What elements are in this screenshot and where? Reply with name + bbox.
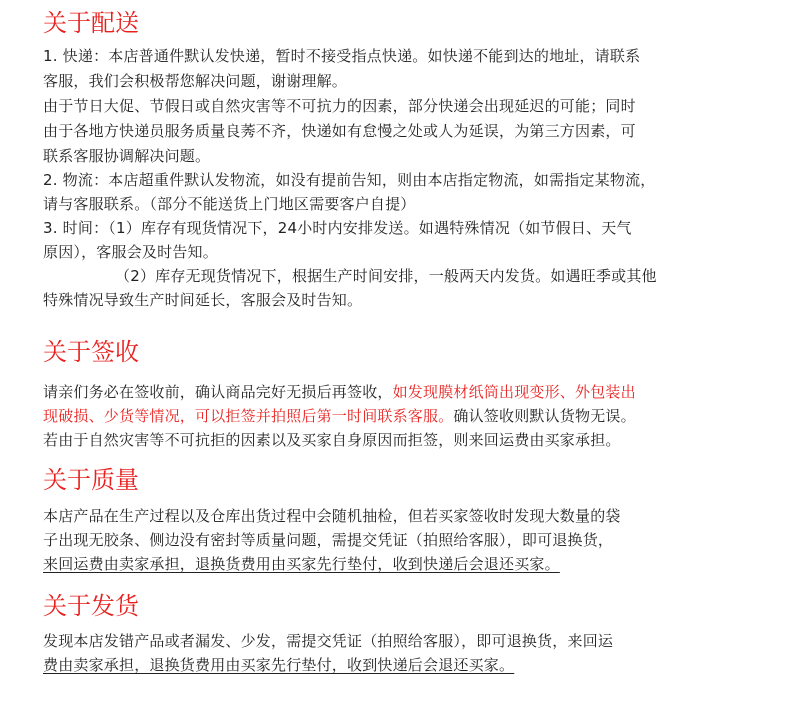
signing-line xyxy=(43,405,636,427)
signing-text: 请亲们务必在签收前，确认商品完好无损后再签收， xyxy=(43,383,393,401)
delivery-line: 客服，我们会积极帮您解决问题，谢谢理解。 xyxy=(43,72,348,90)
delivery-line: 由于节日大促、节假日或自然灾害等不可抗力的因素，部分快递会出现延迟的可能；同时 xyxy=(43,97,636,115)
delivery-line: 特殊情况导致生产时间延长，客服会及时告知。 xyxy=(43,291,363,309)
delivery-line: 原因），客服会及时告知。 xyxy=(43,243,218,261)
quality-line: 子出现无胶条、侧边没有密封等质量问题，需提交凭证（拍照给客服），即可退换货， xyxy=(43,531,614,549)
quality-heading: 关于质量 xyxy=(43,466,139,494)
delivery-line: 由于各地方快递员服务质量良莠不齐，快递如有怠慢之处或人为延误，为第三方因素，可 xyxy=(43,122,636,140)
delivery-heading: 关于配送 xyxy=(43,9,139,37)
delivery-line: 请与客服联系。（部分不能送货上门地区需要客户自提） xyxy=(43,195,416,213)
signing-warning-text: 如发现膜材纸筒出现变形、外包装出 xyxy=(392,383,636,401)
delivery-line: 1. 快递：本店普通件默认发快递，暂时不接受指点快递。如快递不能到达的地址，请联系 xyxy=(43,47,641,65)
delivery-line: 联系客服协调解决问题。 xyxy=(43,147,211,165)
delivery-line: 3. 时间：（1）库存有现货情况下，24小时内安排发送。如遇特殊情况（如节假日、天气 xyxy=(43,219,632,237)
shipping-line: 发现本店发错产品或者漏发、少发，需提交凭证（拍照给客服），即可退换货，来回运 xyxy=(43,632,614,650)
delivery-line: （2）库存无现货情况下，根据生产时间安排，一般两天内发货。如遇旺季或其他 xyxy=(115,267,657,285)
quality-return-policy: 来回运费由卖家承担，退换货费用由买家先行垫付，收到快递后会退还买家。 xyxy=(43,555,560,573)
shipping-heading: 关于发货 xyxy=(43,592,139,620)
signing-line xyxy=(43,381,636,403)
signing-warning-text: 现破损、少货等情况，可以拒签并拍照后第一时间联系客服。 xyxy=(43,407,454,425)
delivery-line: 2. 物流：本店超重件默认发物流，如没有提前告知，则由本店指定物流，如需指定某物流， xyxy=(43,171,656,189)
quality-line: 本店产品在生产过程以及仓库出货过程中会随机抽检，但若买家签收时发现大数量的袋 xyxy=(43,507,621,525)
signing-line: 若由于自然灾害等不可抗拒的因素以及买家自身原因而拒签，则来回运费由买家承担。 xyxy=(43,431,621,449)
shipping-return-policy: 费由卖家承担，退换货费用由买家先行垫付，收到快递后会退还买家。 xyxy=(43,656,515,674)
signing-heading: 关于签收 xyxy=(43,338,139,366)
signing-text: 确认签收则默认货物无误。 xyxy=(453,407,636,425)
